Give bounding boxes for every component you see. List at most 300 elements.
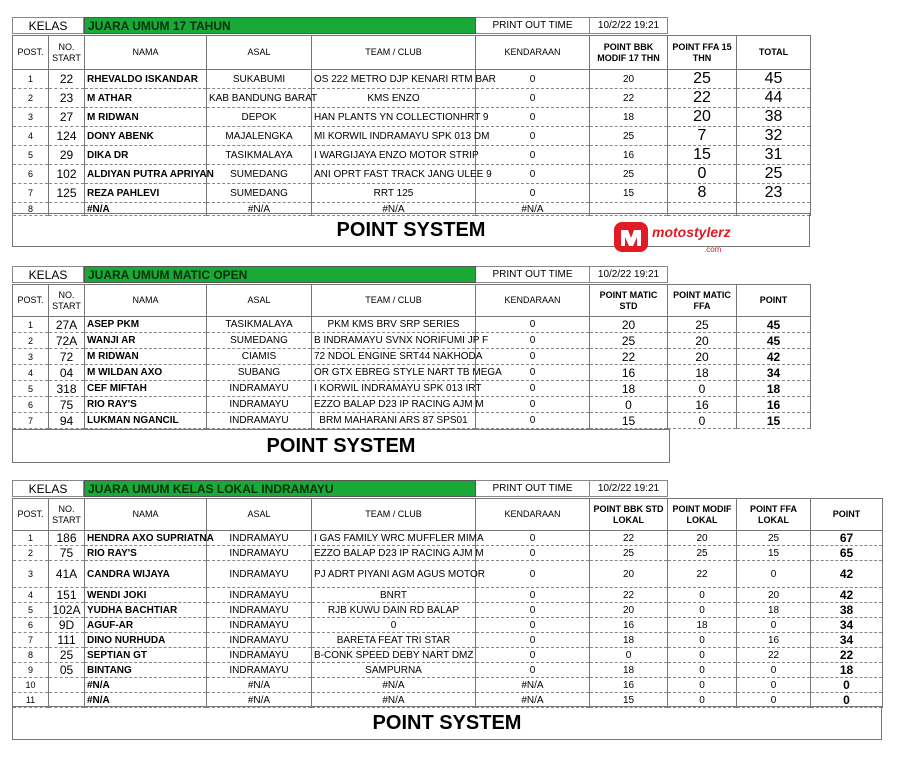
- table-cell: 42: [811, 561, 883, 588]
- results-table: [12, 498, 883, 708]
- table-cell: 11: [13, 693, 49, 708]
- results-block-lokal-indramayu: [12, 480, 882, 740]
- table-cell: KAB BANDUNG BARAT: [207, 89, 312, 108]
- col-no-start: NO. START: [49, 499, 85, 531]
- table-cell: INDRAMAYU: [207, 588, 312, 603]
- print-out-value: 10/2/22 19:21: [590, 480, 668, 497]
- table-cell: 102: [49, 165, 85, 184]
- table-cell: 25: [49, 648, 85, 663]
- table-cell: BRM MAHARANI ARS 87 SPS01: [312, 413, 476, 429]
- table-cell: 1: [13, 317, 49, 333]
- table-cell: 29: [49, 146, 85, 165]
- table-cell: EZZO BALAP D23 IP RACING AJM M: [312, 397, 476, 413]
- table-cell: INDRAMAYU: [207, 618, 312, 633]
- table-cell: 18: [590, 633, 668, 648]
- table-cell: RJB KUWU DAIN RD BALAP: [312, 603, 476, 618]
- table-cell: SUKABUMI: [207, 70, 312, 89]
- table-row: [13, 70, 811, 89]
- table-cell: 2: [13, 333, 49, 349]
- table-cell: 75: [49, 546, 85, 561]
- table-cell: 9: [13, 663, 49, 678]
- point-system-footer: POINT SYSTEM: [12, 213, 810, 247]
- table-cell: 15: [668, 146, 737, 165]
- print-out-value: 10/2/22 19:21: [590, 266, 668, 283]
- table-cell: INDRAMAYU: [207, 413, 312, 429]
- table-cell: M RIDWAN: [85, 349, 207, 365]
- table-cell: OR GTX EBREG STYLE NART TB MEGA: [312, 365, 476, 381]
- table-cell: WENDI JOKI: [85, 588, 207, 603]
- table-cell: TASIKMALAYA: [207, 146, 312, 165]
- table-cell: 18: [668, 365, 737, 381]
- col-asal: ASAL: [207, 285, 312, 317]
- table-cell: 72 NDOL ENGINE SRT44 NAKHODA: [312, 349, 476, 365]
- table-row: [13, 184, 811, 203]
- table-cell: 0: [476, 317, 590, 333]
- table-cell: PKM KMS BRV SRP SERIES: [312, 317, 476, 333]
- table-cell: 16: [590, 146, 668, 165]
- table-cell: 0: [476, 397, 590, 413]
- table-cell: 8: [668, 184, 737, 203]
- table-cell: 16: [737, 397, 811, 413]
- table-cell: ANI OPRT FAST TRACK JANG ULEE 9: [312, 165, 476, 184]
- table-cell: #N/A: [476, 203, 590, 216]
- table-cell: #N/A: [312, 203, 476, 216]
- class-title: JUARA UMUM KELAS LOKAL INDRAMAYU: [84, 480, 476, 497]
- table-cell: 0: [476, 165, 590, 184]
- table-cell: RIO RAY'S: [85, 397, 207, 413]
- table-cell: #N/A: [476, 678, 590, 693]
- point-system-footer: POINT SYSTEM: [12, 429, 670, 463]
- col-total: TOTAL: [737, 36, 811, 70]
- table-row: [13, 648, 883, 663]
- table-cell: INDRAMAYU: [207, 397, 312, 413]
- table-cell: #N/A: [207, 203, 312, 216]
- table-cell: 16: [668, 397, 737, 413]
- table-cell: 34: [811, 618, 883, 633]
- table-cell: 18: [590, 108, 668, 127]
- table-cell: M WILDAN AXO: [85, 365, 207, 381]
- table-cell: I WARGIJAYA ENZO MOTOR STRIP: [312, 146, 476, 165]
- table-cell: 102A: [49, 603, 85, 618]
- col-point-ffa: POINT FFA 15 THN: [668, 36, 737, 70]
- table-cell: 0: [476, 89, 590, 108]
- table-body: [13, 70, 811, 216]
- table-cell: YUDHA BACHTIAR: [85, 603, 207, 618]
- table-cell: BNRT: [312, 588, 476, 603]
- block-header: [12, 480, 668, 497]
- table-cell: I GAS FAMILY WRC MUFFLER MIMA: [312, 531, 476, 546]
- class-title: JUARA UMUM MATIC OPEN: [84, 266, 476, 283]
- table-cell: 72A: [49, 333, 85, 349]
- kelas-label: KELAS: [12, 480, 84, 497]
- table-row: [13, 165, 811, 184]
- table-cell: 186: [49, 531, 85, 546]
- table-cell: 8: [13, 648, 49, 663]
- table-cell: 4: [13, 365, 49, 381]
- table-cell: 15: [590, 693, 668, 708]
- table-cell: 7: [668, 127, 737, 146]
- logo-text-top: motostylerz: [652, 224, 731, 240]
- table-cell: 5: [13, 381, 49, 397]
- col-nama: NAMA: [85, 285, 207, 317]
- table-cell: INDRAMAYU: [207, 561, 312, 588]
- col-point: POINT: [811, 499, 883, 531]
- table-cell: 16: [590, 678, 668, 693]
- table-cell: 45: [737, 333, 811, 349]
- table-cell: 0: [312, 618, 476, 633]
- table-cell: 42: [737, 349, 811, 365]
- col-point-matic-std: POINT MATIC STD: [590, 285, 668, 317]
- table-cell: #N/A: [312, 693, 476, 708]
- table-row: [13, 561, 883, 588]
- table-row: [13, 146, 811, 165]
- table-cell: 25: [590, 127, 668, 146]
- table-cell: 0: [476, 184, 590, 203]
- table-cell: 125: [49, 184, 85, 203]
- table-cell: 20: [590, 561, 668, 588]
- table-cell: 25: [737, 531, 811, 546]
- table-row: [13, 678, 883, 693]
- col-point-ffa: POINT FFA LOKAL: [737, 499, 811, 531]
- col-post: POST.: [13, 285, 49, 317]
- table-cell: B-CONK SPEED DEBY NART DMZ: [312, 648, 476, 663]
- table-cell: TASIKMALAYA: [207, 317, 312, 333]
- col-kendaraan: KENDARAAN: [476, 285, 590, 317]
- table-cell: 0: [737, 693, 811, 708]
- table-cell: 20: [737, 588, 811, 603]
- table-cell: SUBANG: [207, 365, 312, 381]
- block-header: [12, 266, 668, 283]
- table-row: [13, 546, 883, 561]
- table-cell: 3: [13, 561, 49, 588]
- col-team: TEAM / CLUB: [312, 36, 476, 70]
- table-body: [13, 531, 883, 708]
- table-cell: 7: [13, 413, 49, 429]
- table-cell: 151: [49, 588, 85, 603]
- col-post: POST.: [13, 36, 49, 70]
- table-cell: 7: [13, 184, 49, 203]
- table-cell: 9D: [49, 618, 85, 633]
- table-cell: HENDRA AXO SUPRIATNA: [85, 531, 207, 546]
- table-cell: INDRAMAYU: [207, 633, 312, 648]
- table-cell: 15: [737, 413, 811, 429]
- table-cell: 5: [13, 146, 49, 165]
- table-cell: 0: [476, 648, 590, 663]
- table-row: [13, 127, 811, 146]
- table-cell: 0: [476, 588, 590, 603]
- table-cell: #N/A: [85, 203, 207, 216]
- table-row: [13, 317, 811, 333]
- table-cell: 3: [13, 108, 49, 127]
- col-point-modif: POINT MODIF LOKAL: [668, 499, 737, 531]
- block-header: [12, 17, 668, 34]
- table-cell: 2: [13, 546, 49, 561]
- table-cell: 22: [49, 70, 85, 89]
- table-cell: MAJALENGKA: [207, 127, 312, 146]
- table-cell: 0: [668, 648, 737, 663]
- table-cell: 18: [737, 381, 811, 397]
- table-cell: 6: [13, 618, 49, 633]
- table-cell: 0: [737, 561, 811, 588]
- table-cell: 0: [476, 108, 590, 127]
- table-cell: ASEP PKM: [85, 317, 207, 333]
- results-block-17-tahun: [12, 17, 810, 247]
- table-cell: 6: [13, 397, 49, 413]
- table-cell: 2: [13, 89, 49, 108]
- col-no-start: NO. START: [49, 36, 85, 70]
- table-cell: DEPOK: [207, 108, 312, 127]
- table-cell: 25: [737, 165, 811, 184]
- results-table: [12, 35, 811, 216]
- table-cell: 75: [49, 397, 85, 413]
- table-cell: 20: [668, 531, 737, 546]
- table-cell: 0: [476, 381, 590, 397]
- print-out-label: PRINT OUT TIME: [476, 17, 590, 34]
- table-cell: 27: [49, 108, 85, 127]
- table-row: [13, 333, 811, 349]
- table-cell: 94: [49, 413, 85, 429]
- col-nama: NAMA: [85, 36, 207, 70]
- table-cell: 04: [49, 365, 85, 381]
- col-nama: NAMA: [85, 499, 207, 531]
- table-cell: #N/A: [207, 678, 312, 693]
- table-cell: 38: [811, 603, 883, 618]
- table-cell: 22: [668, 89, 737, 108]
- table-cell: 22: [668, 561, 737, 588]
- table-cell: 20: [590, 317, 668, 333]
- table-cell: 42: [811, 588, 883, 603]
- table-cell: 0: [737, 618, 811, 633]
- table-row: [13, 349, 811, 365]
- table-cell: 67: [811, 531, 883, 546]
- table-cell: 20: [590, 603, 668, 618]
- table-cell: 05: [49, 663, 85, 678]
- table-cell: I KORWIL INDRAMAYU SPK 013 IRT: [312, 381, 476, 397]
- table-row: [13, 108, 811, 127]
- table-cell: 0: [811, 678, 883, 693]
- point-system-footer: POINT SYSTEM: [12, 706, 882, 740]
- table-cell: INDRAMAYU: [207, 603, 312, 618]
- table-cell: 0: [476, 70, 590, 89]
- table-cell: 25: [590, 165, 668, 184]
- results-block-matic-open: [12, 266, 810, 457]
- print-out-label: PRINT OUT TIME: [476, 266, 590, 283]
- table-cell: 0: [476, 603, 590, 618]
- table-cell: 0: [476, 633, 590, 648]
- table-cell: BINTANG: [85, 663, 207, 678]
- table-cell: 0: [476, 531, 590, 546]
- table-cell: 22: [590, 349, 668, 365]
- table-cell: 0: [590, 397, 668, 413]
- table-cell: 34: [737, 365, 811, 381]
- table-cell: INDRAMAYU: [207, 648, 312, 663]
- table-cell: 0: [737, 678, 811, 693]
- table-cell: 25: [590, 333, 668, 349]
- table-cell: 16: [590, 618, 668, 633]
- table-cell: #N/A: [476, 693, 590, 708]
- table-cell: 22: [590, 588, 668, 603]
- table-cell: 72: [49, 349, 85, 365]
- table-cell: 31: [737, 146, 811, 165]
- table-cell: 7: [13, 633, 49, 648]
- col-no-start: NO. START: [49, 285, 85, 317]
- table-cell: SUMEDANG: [207, 333, 312, 349]
- print-out-label: PRINT OUT TIME: [476, 480, 590, 497]
- table-row: [13, 413, 811, 429]
- table-row: [13, 618, 883, 633]
- table-cell: 5: [13, 603, 49, 618]
- table-cell: 25: [668, 70, 737, 89]
- table-cell: 22: [737, 648, 811, 663]
- table-row: [13, 633, 883, 648]
- table-cell: 0: [668, 413, 737, 429]
- table-cell: ALDIYAN PUTRA APRIYAN: [85, 165, 207, 184]
- table-cell: 0: [476, 333, 590, 349]
- kelas-label: KELAS: [12, 17, 84, 34]
- table-cell: 44: [737, 89, 811, 108]
- table-cell: 0: [476, 618, 590, 633]
- table-cell: 0: [476, 413, 590, 429]
- logo-text-sub: .com: [704, 245, 722, 254]
- col-team: TEAM / CLUB: [312, 285, 476, 317]
- table-cell: #N/A: [85, 678, 207, 693]
- table-cell: M RIDWAN: [85, 108, 207, 127]
- table-cell: EZZO BALAP D23 IP RACING AJM M: [312, 546, 476, 561]
- table-cell: 8: [13, 203, 49, 216]
- table-cell: 32: [737, 127, 811, 146]
- table-cell: 0: [476, 146, 590, 165]
- table-cell: 0: [476, 546, 590, 561]
- results-table: [12, 284, 811, 429]
- table-cell: 18: [590, 663, 668, 678]
- kelas-label: KELAS: [12, 266, 84, 283]
- table-cell: 65: [811, 546, 883, 561]
- table-cell: 0: [668, 165, 737, 184]
- col-team: TEAM / CLUB: [312, 499, 476, 531]
- table-cell: DINO NURHUDA: [85, 633, 207, 648]
- table-cell: 3: [13, 349, 49, 365]
- table-cell: CANDRA WIJAYA: [85, 561, 207, 588]
- table-cell: 16: [737, 633, 811, 648]
- table-cell: WANJI AR: [85, 333, 207, 349]
- table-cell: BARETA FEAT TRI STAR: [312, 633, 476, 648]
- table-cell: 0: [590, 648, 668, 663]
- table-cell: 22: [811, 648, 883, 663]
- table-cell: 4: [13, 127, 49, 146]
- table-cell: 0: [476, 365, 590, 381]
- table-cell: 45: [737, 70, 811, 89]
- table-cell: PJ ADRT PIYANI AGM AGUS MOTOR: [312, 561, 476, 588]
- table-cell: SAMPURNA: [312, 663, 476, 678]
- col-point: POINT: [737, 285, 811, 317]
- table-cell: 124: [49, 127, 85, 146]
- table-cell: 0: [668, 588, 737, 603]
- table-cell: 0: [668, 693, 737, 708]
- table-cell: 41A: [49, 561, 85, 588]
- table-body: [13, 317, 811, 429]
- table-cell: OS 222 METRO DJP KENARI RTM BAR: [312, 70, 476, 89]
- table-cell: 15: [590, 184, 668, 203]
- col-point-bbk: POINT BBK MODIF 17 THN: [590, 36, 668, 70]
- table-cell: RIO RAY'S: [85, 546, 207, 561]
- table-cell: 1: [13, 70, 49, 89]
- table-cell: 0: [668, 678, 737, 693]
- table-cell: 25: [590, 546, 668, 561]
- table-cell: 18: [737, 603, 811, 618]
- table-cell: 34: [811, 633, 883, 648]
- table-cell: 0: [737, 663, 811, 678]
- table-cell: SUMEDANG: [207, 184, 312, 203]
- col-post: POST.: [13, 499, 49, 531]
- table-cell: 25: [668, 546, 737, 561]
- col-point-bbk-std: POINT BBK STD LOKAL: [590, 499, 668, 531]
- col-point-matic-ffa: POINT MATIC FFA: [668, 285, 737, 317]
- table-row: [13, 531, 883, 546]
- table-cell: 18: [668, 618, 737, 633]
- table-cell: 23: [49, 89, 85, 108]
- table-row: [13, 663, 883, 678]
- table-cell: 18: [811, 663, 883, 678]
- table-cell: 16: [590, 365, 668, 381]
- table-cell: CEF MIFTAH: [85, 381, 207, 397]
- col-asal: ASAL: [207, 36, 312, 70]
- table-cell: INDRAMAYU: [207, 663, 312, 678]
- col-kendaraan: KENDARAAN: [476, 499, 590, 531]
- table-cell: 22: [590, 89, 668, 108]
- table-cell: 4: [13, 588, 49, 603]
- table-cell: SEPTIAN GT: [85, 648, 207, 663]
- table-cell: 15: [737, 546, 811, 561]
- table-cell: 0: [668, 663, 737, 678]
- table-cell: 18: [590, 381, 668, 397]
- table-cell: AGUF-AR: [85, 618, 207, 633]
- table-cell: 20: [668, 333, 737, 349]
- table-cell: 20: [668, 349, 737, 365]
- table-cell: 38: [737, 108, 811, 127]
- table-cell: 0: [668, 603, 737, 618]
- table-cell: 20: [590, 70, 668, 89]
- table-cell: HAN PLANTS YN COLLECTIONHRT 9: [312, 108, 476, 127]
- table-cell: 15: [590, 413, 668, 429]
- table-row: [13, 588, 883, 603]
- table-cell: REZA PAHLEVI: [85, 184, 207, 203]
- table-cell: 23: [737, 184, 811, 203]
- table-cell: DIKA DR: [85, 146, 207, 165]
- table-cell: #N/A: [85, 693, 207, 708]
- table-row: [13, 603, 883, 618]
- motostylerz-logo: [612, 218, 732, 258]
- table-cell: MI KORWIL INDRAMAYU SPK 013 DM: [312, 127, 476, 146]
- class-title: JUARA UMUM 17 TAHUN: [84, 17, 476, 34]
- table-cell: 45: [737, 317, 811, 333]
- table-cell: #N/A: [312, 678, 476, 693]
- table-cell: 10: [13, 678, 49, 693]
- table-cell: #N/A: [207, 693, 312, 708]
- table-cell: LUKMAN NGANCIL: [85, 413, 207, 429]
- table-cell: 0: [811, 693, 883, 708]
- table-cell: INDRAMAYU: [207, 531, 312, 546]
- table-row: [13, 365, 811, 381]
- table-cell: KMS ENZO: [312, 89, 476, 108]
- table-cell: 0: [668, 633, 737, 648]
- table-cell: 111: [49, 633, 85, 648]
- table-cell: RHEVALDO ISKANDAR: [85, 70, 207, 89]
- table-cell: M ATHAR: [85, 89, 207, 108]
- table-cell: 25: [668, 317, 737, 333]
- table-cell: 318: [49, 381, 85, 397]
- table-row: [13, 397, 811, 413]
- table-row: [13, 381, 811, 397]
